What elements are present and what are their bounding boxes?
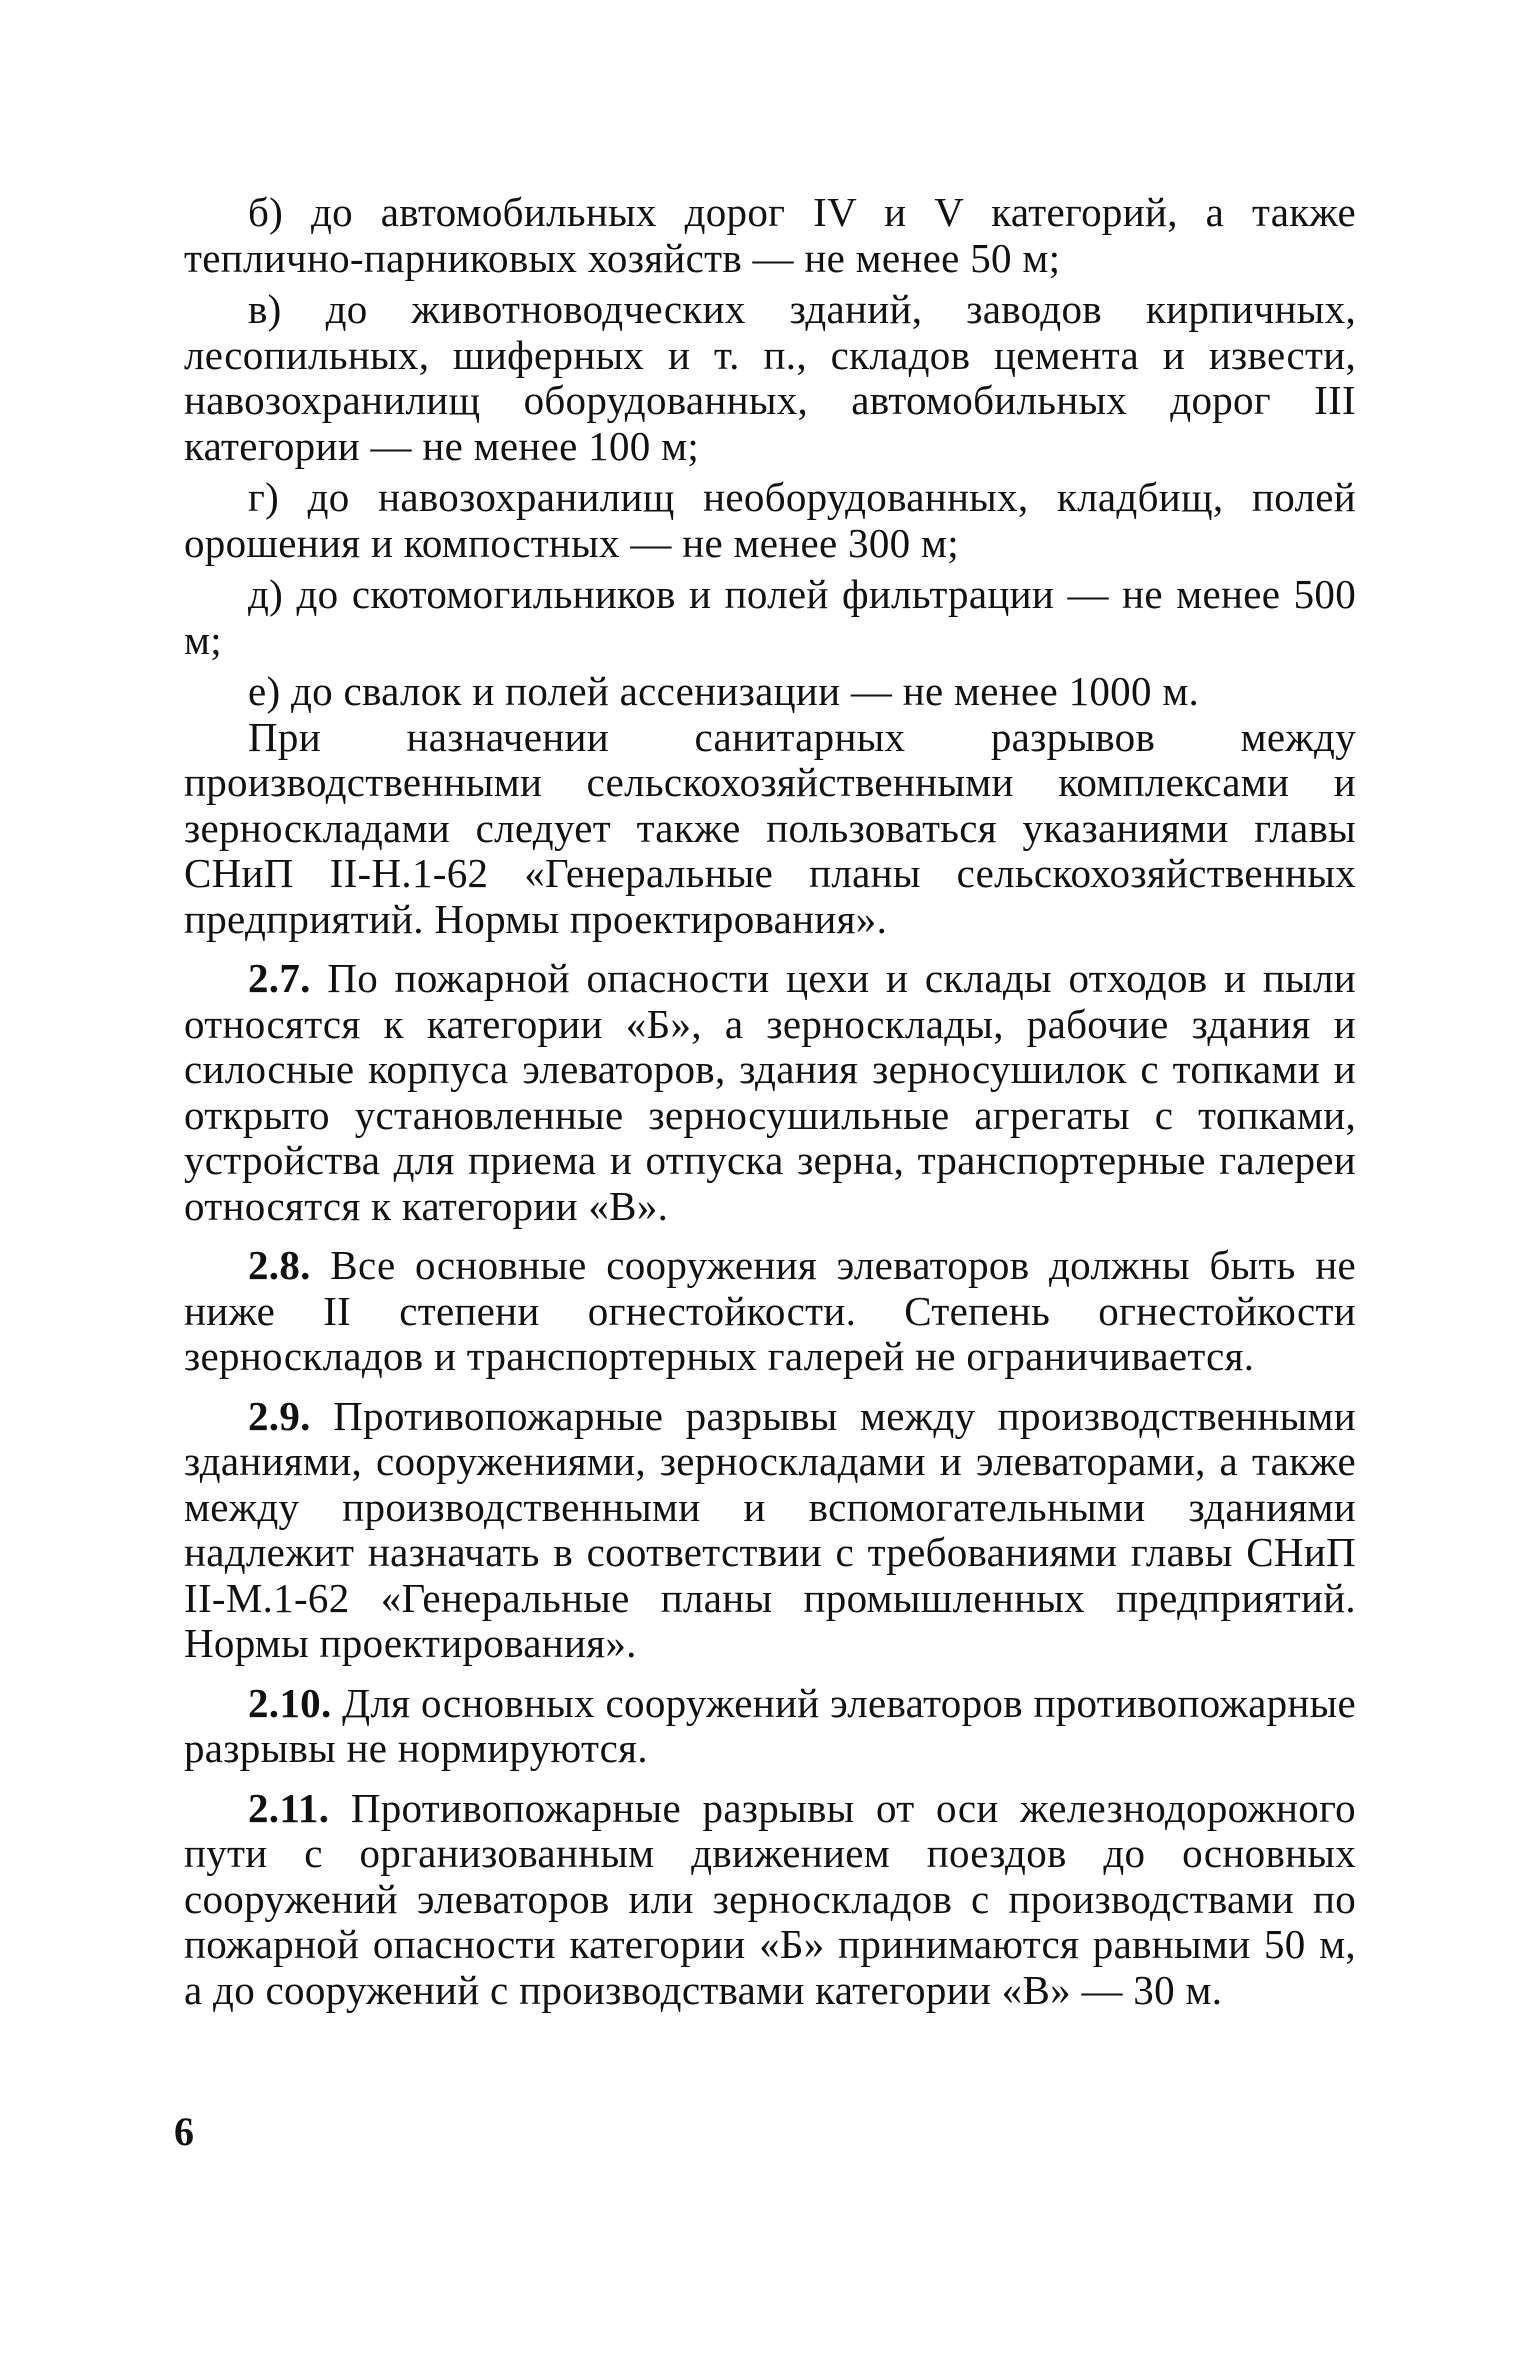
section-2-8 [184,1243,1356,1380]
body-text [184,190,1356,2013]
page-number: 6 [174,2109,194,2154]
section-2-9 [184,1394,1356,1667]
note-paragraph: При назначении санитарных разрывов между производственными сельскохозяйственными комплексами и зерноскладами следует также пользоваться указаниями главы СНиП II-Н.1-62 «Генеральные планы сельскохозяйственных предприятий. Нормы проектирования». [184,713,1356,942]
section-2-7 [184,956,1356,1229]
section-text: Все основные сооружения элеваторов должны быть не ниже II степени огнестойкости. Степень огнестойкости зерноскладов и транспортерных галерей не ограничивается. [184,1242,1356,1379]
section-number: 2.11. [248,1784,330,1831]
item-b: б) до автомобильных дорог IV и V категорий, а также теплично-парниковых хозяйств — не менее 50 м; [184,189,1356,281]
section-text: Противопожарные разрывы от оси железнодорожного пути с организованным движением поездов до основных сооружений элеваторов или зерноскладов с производствами по пожарной опасности категории «Б» принимаются равными 50 м, а до сооружений с производствами категории «В» — 30 м. [184,1784,1356,2013]
item-d: д) до скотомогильников и полей фильтрации — не менее 500 м; [184,571,1356,663]
item-e: е) до свалок и полей ассенизации — не менее 1000 м. [248,668,1200,714]
section-number: 2.7. [248,955,311,1001]
section-number: 2.9. [248,1392,311,1439]
section-text: По пожарной опасности цехи и склады отходов и пыли относятся к категории «Б», а зерносклады, рабочие здания и силосные корпуса элеваторов, здания зерносушилок с топками и открыто установленные зерносушильные агрегаты с топками, устройства для приема и отпуска зерна, транспортерные галереи относятся к категории «В». [184,955,1356,1229]
section-2-11 [184,1786,1356,2014]
section-text: Для основных сооружений элеваторов противопожарные разрывы не нормируются. [184,1679,1356,1771]
section-number: 2.10. [248,1679,332,1726]
item-v: в) до животноводческих зданий, заводов кирпичных, лесопильных, шиферных и т. п., складов цемента и извести, навозохранилищ оборудованных, автомобильных дорог III категории — не менее 100 м; [184,286,1356,469]
item-g: г) до навозохранилищ необорудованных, кладбищ, полей орошения и компостных — не менее 300 м; [184,474,1356,566]
section-text: Противопожарные разрывы между производственными зданиями, сооружениями, зерноскладами и элеваторами, а также между производственными и вспомогательными зданиями надлежит назначать в соответствии с требованиями главы СНиП II-М.1-62 «Генеральные планы промышленных предприятий. Нормы проектирования». [184,1392,1356,1666]
section-2-10 [184,1681,1356,1772]
section-number: 2.8. [248,1242,311,1288]
